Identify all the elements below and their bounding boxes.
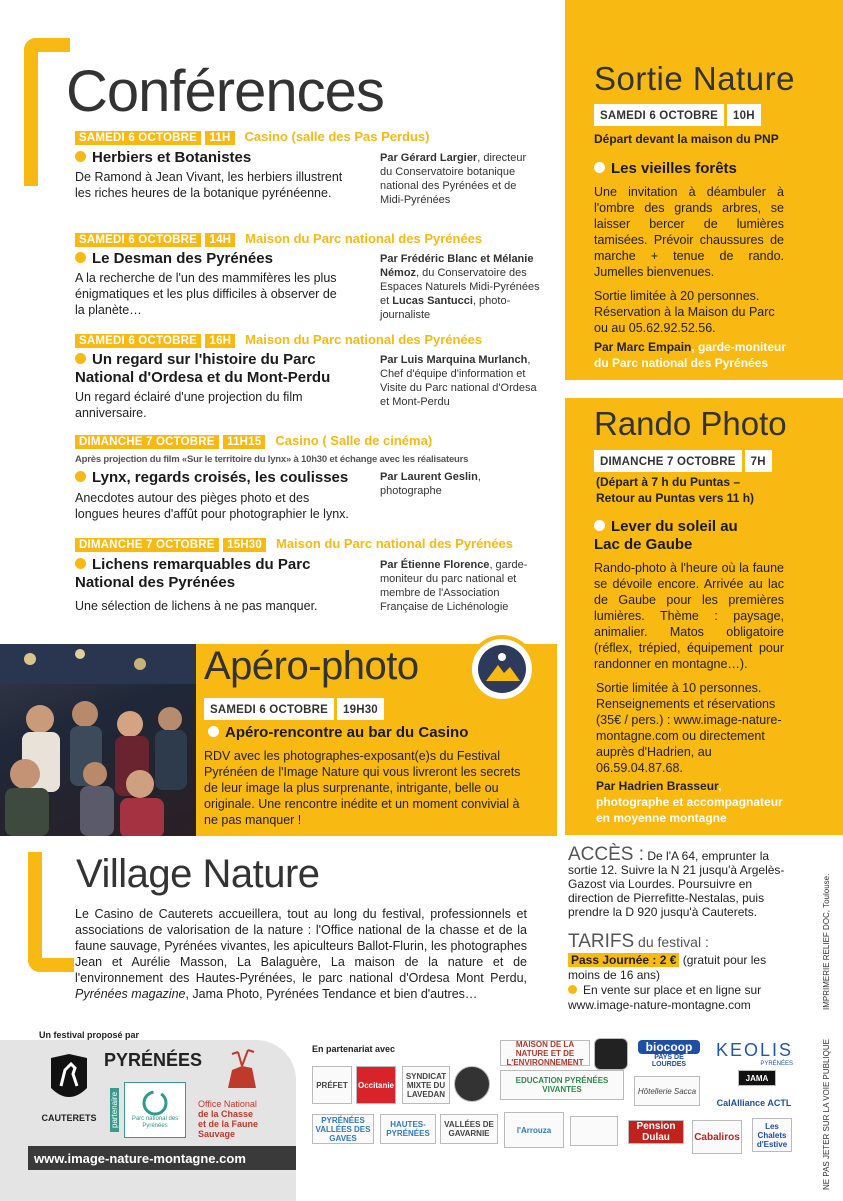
event-3-header: SAMEDI 6 OCTOBRE 16H Maison du Parc national des Pyrénées [75,331,482,349]
education-logo: EDUCATION PYRÉNÉES VIVANTES [500,1070,624,1100]
tarifs-block: TARIFS du festival : Pass Journée : 2 € (gratuit pour les moins de 16 ans) En vente sur place et en ligne sur www.image-nature-montagne.com [568,931,767,1012]
goat-logo-icon [45,1052,93,1108]
dark-badge-logo [594,1038,628,1070]
apero-subtitle: Apéro-rencontre au bar du Casino [208,724,468,742]
sortie-depart: Départ devant la maison du PNP [594,132,779,146]
event-5-desc: Une sélection de lichens à ne pas manquer. [75,599,318,613]
bullet-icon [75,471,86,482]
hostellerie-logo: Hôtellerie Sacca [634,1076,700,1106]
hautes-pyrenees-logo: HAUTES-PYRÉNÉES [380,1114,436,1144]
cauterets-logo: CAUTERETS [38,1052,100,1130]
acces-label: ACCÈS : [568,844,645,865]
rando-depart: (Départ à 7 h du Puntas – Retour au Puntas vers 11 h) [596,475,755,505]
vallees-gaves-logo: PYRÉNÉES VALLÉES DES GAVES [312,1114,374,1144]
apero-title: Apéro-photo [204,644,419,688]
occitanie-logo: Occitanie [356,1066,396,1104]
apero-description: RDV avec les photographes-exposant(e)s du Festival Pyrénéen de l'Image Nature qui vous livreront les secrets de leur image la plus surprenante, intrigante, belle ou originale. Une rencontre inédite et un moment convivial à ne pas manquer ! [204,749,521,827]
jama-logo: JAMA [738,1070,776,1086]
partners-label: En partenariat avec [312,1044,396,1054]
mountain-logo [570,1116,618,1146]
rando-description: Rando-photo à l'heure où la faune se dévoile encore. Arrivée au lac de Gaube pour les premières lumières. Thème : paysage, animalier. Matos obligatoire (réflex, trépied, équipement pour randonner en montagne…). [594,561,784,671]
sortie-subtitle: Les vieilles forêts [594,160,737,178]
sortie-title: Sortie Nature [594,60,795,97]
event-5-author: Par Étienne Florence, garde-moniteur du parc national et membre de l'Association Française de Lichénologie [380,559,528,613]
rando-time: 7H [747,455,770,469]
conf-corner-bracket [24,38,70,186]
imprint: IMPRIMERIE RELIEF DOC, Toulouse. [822,873,831,1010]
event-5-header: DIMANCHE 7 OCTOBRE 15H30 Maison du Parc national des Pyrénées [75,535,513,553]
cabaliros-logo: Cabaliros [692,1120,742,1154]
rando-date: DIMANCHE 7 OCTOBRE [596,455,740,469]
keolis-logo: KEOLIS PYRÉNÉES [716,1040,794,1067]
arrouza-logo: l'Arrouza [504,1112,564,1148]
event-1-title: Herbiers et Botanistes [75,149,251,167]
pass-badge: Pass Journée : 2 € [568,953,679,967]
village-corner-bracket [28,852,74,972]
sortie-info: Sortie limitée à 20 personnes. Réservation à la Maison du Parc ou au 05.62.92.52.56. [594,289,775,335]
event-4-header: DIMANCHE 7 OCTOBRE 11H15 Casino ( Salle de cinéma) [75,432,432,450]
event-3-desc: Un regard éclairé d'une projection du film anniversaire. [75,390,303,420]
pyrenees-magazine-logo: PYRÉNÉES [104,1050,203,1070]
event-2-author: Par Frédéric Blanc et Mélanie Némoz, du Conservatoire des Espaces Naturels Midi-Pyrénées et Lucas Santucci, photo-journaliste [380,253,540,321]
event-2-header: SAMEDI 6 OCTOBRE 14H Maison du Parc national des Pyrénées [75,230,482,248]
maison-nature-logo: MAISON DE LA NATURE ET DE L'ENVIRONNEMENT [500,1040,590,1066]
syndicat-logo: SYNDICAT MIXTE DU LAVEDAN [402,1066,450,1104]
village-text: Le Casino de Cauterets accueillera, tout au long du festival, professionnels et associations de valorisation de la nature : l'Office national de la chasse et de la faune sauvage, Pyrénées vivantes, les apiculteurs Ballot-Flurin, les photographes Jean et Aurélie Masson, La Balaguère, La maison de la nature et de l'environnement des Hautes-Pyrénées, le parc national d'Ordesa Mont Perdu, Pyrénées magazine, Jama Photo, Pyrénées Tendance et bien d'autres… [75,907,527,1001]
village-title: Village Nature [76,852,320,896]
apero-date: SAMEDI 6 OCTOBRE [206,703,332,717]
apero-date-tags [204,698,384,720]
bullet-icon [594,520,605,531]
acces-block: ACCÈS : De l'A 64, emprunter la sortie 12. Suivre la N 21 jusqu'à Argelès-Gazost via Lourdes. Poursuivre en direction de Pierrefitte-Nestalas, puis prendre la D 920 jusqu'à Cauterets. [568,844,785,919]
event-3-author: Par Luis Marquina Murlanch, Chef d'équipe d'information et Visite du Parc national d'Ordesa et Mont-Perdu [380,354,537,408]
website-url-bar[interactable]: www.image-nature-montagne.com [28,1146,296,1170]
event-2-title: Le Desman des Pyrénées [75,250,273,268]
event-2-desc: A la recherche de l'un des mammifères les plus énigmatiques et les plus difficiles à observer de la planète… [75,271,337,317]
spiral-icon [142,1090,168,1116]
oncfs-logo: Office National de la Chasse et de la Faune Sauvage [198,1048,288,1138]
pension-dulau-logo: Pension Dulau [628,1120,684,1144]
calliance-logo: CalAlliance ACTL [716,1098,792,1108]
bullet-icon [594,162,605,173]
chalets-logo: Les Chalets d'Estive [752,1118,792,1152]
bullet-icon [568,985,577,994]
sortie-date: SAMEDI 6 OCTOBRE [596,109,722,123]
rando-subtitle: Lever du soleil au Lac de Gaube [594,518,738,553]
partenaire-label: partenaire [110,1088,119,1132]
gavarnie-logo: VALLÉES DE GAVARNIE [440,1114,498,1144]
rando-author: Par Hadrien Brasseur, photographe et accompagnateur en moyenne montagne [596,779,783,825]
bullet-icon [208,726,219,737]
event-4-note: Après projection du film «Sur le territoire du lynx» à 10h30 et échange avec les réalisateurs [75,454,469,465]
event-5-title: Lichens remarquables du Parc National des Pyrénées [75,556,311,591]
sortie-description: Une invitation à déambuler à l'ombre des grands arbres, se laisser bercer de lumières tamisées. Prévoir chaussures de marche + tenue de rando. Jumelles bienvenues. [594,185,784,279]
proposed-by-label: Un festival proposé par [36,1030,142,1040]
camera-shutter-icon [476,643,528,695]
event-3-title: Un regard sur l'histoire du Parc National d'Ordesa et du Mont-Perdu [75,351,331,386]
rando-info: Sortie limitée à 10 personnes. Renseignements et réservations (35€ / pers.) : www.image-nature-montagne.com ou directement auprès d'Hadrien, au 06.59.04.87.68. [596,681,782,775]
bullet-icon [75,151,86,162]
apero-photo-image [0,644,196,836]
sortie-time: 10H [729,109,759,123]
event-4-author: Par Laurent Geslin, photographe [380,471,481,497]
event-1-desc: De Ramond à Jean Vivant, les herbiers illustrent les riches heures de la botanique pyrénéenne. [75,170,343,200]
event-4-title: Lynx, regards croisés, les coulisses [75,469,348,487]
prefet-logo: PRÉFET [312,1066,352,1104]
apero-time: 19H30 [339,703,382,717]
event-1-author: Par Gérard Largier, directeur du Conservatoire botanique national des Pyrénées et de Midi-Pyrénées [380,152,527,206]
bullet-icon [75,252,86,263]
bullet-icon [75,353,86,364]
event-1-header: SAMEDI 6 OCTOBRE 11H Casino (salle des Pas Perdus) [75,128,430,146]
biocoop-logo: biocoop PAYS DE LOURDES [638,1040,700,1068]
rando-date-tags [594,450,772,472]
imprint-2: NE PAS JETER SUR LA VOIE PUBLIQUE [822,1038,831,1190]
rando-title: Rando Photo [594,405,787,442]
apero-logo [468,635,536,703]
audience-photo [0,644,196,836]
round-logo [454,1066,490,1102]
tarifs-label: TARIFS [568,931,635,952]
bullet-icon [75,558,86,569]
event-4-desc: Anecdotes autour des pièges photo et des longues heures d'affût pour photographier le lynx. [75,491,349,521]
sortie-date-tags [594,104,761,126]
conferences-title: Conférences [66,59,384,124]
sortie-author: Par Marc Empain, garde-moniteur du Parc national des Pyrénées [594,340,787,370]
deer-icon [218,1048,268,1094]
parc-national-logo: Parc national des Pyrénées [124,1082,186,1138]
